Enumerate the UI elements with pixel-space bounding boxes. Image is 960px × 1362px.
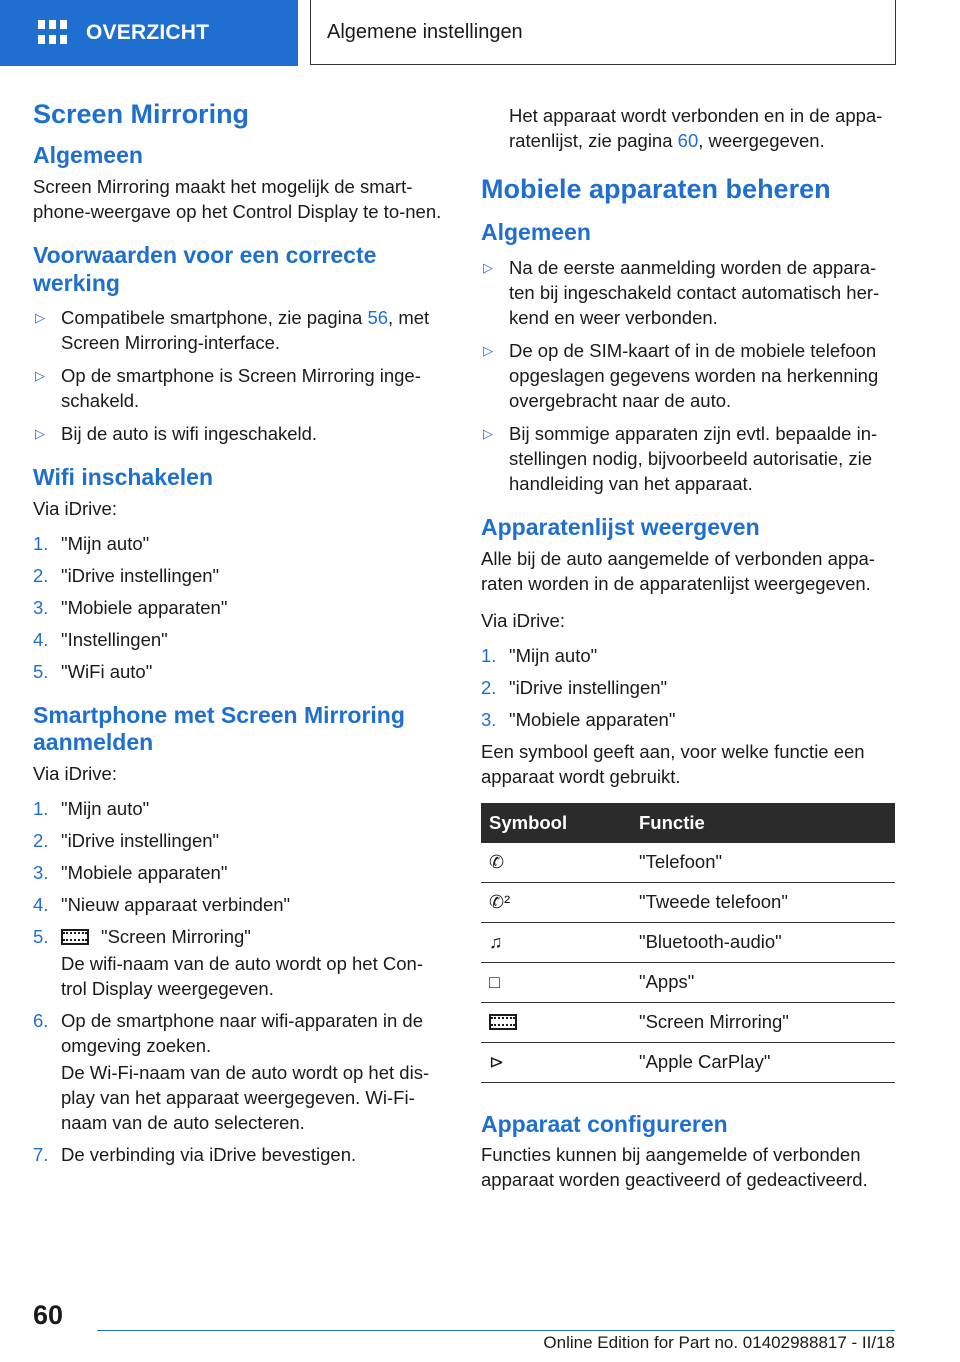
general-text: Screen Mirroring maakt het mogelijk de smart-phone-weergave op het Control Display te to-nen. (33, 175, 442, 222)
step-note: De Wi-Fi-naam van de auto wordt op het dis-play van het apparaat weergegeven. Wi-Fi-naam van de auto selecteren. (61, 1061, 430, 1133)
general-heading: Algemeen (481, 219, 591, 246)
triangle-bullet-icon: ▷ (483, 259, 493, 275)
triangle-bullet-icon: ▷ (35, 310, 45, 326)
list-item: ▷ Compatibele smartphone, zie pagina 56, met Screen Mirroring-interface. (35, 307, 430, 354)
page-link[interactable]: 56 (367, 307, 389, 329)
overview-label: OVERZICHT (86, 21, 210, 44)
music-note-icon: ♫ (489, 932, 503, 953)
page-title: Screen Mirroring (33, 99, 250, 129)
list-item: 1. "Mijn auto" (33, 797, 150, 819)
list-text: Alle bij de auto aangemelde of verbonden appa-raten worden in de apparatenlijst weergegeven. (481, 547, 875, 594)
list-item: 6. Op de smartphone naar wifi-apparaten in de omgeving zoeken. De Wi-Fi-naam van de auto wordt op het dis-play van het apparaat weergegeven. Wi-Fi-naam van de auto selecteren. (33, 1008, 443, 1135)
list-item: ▷ Bij sommige apparaten zijn evtl. bepaalde in-stellingen nodig, bijvoorbeeld autorisatie, zie handleiding van het apparaat. (483, 422, 878, 494)
manage-title: Mobiele apparaten beheren (481, 174, 831, 204)
prereq-heading: Voorwaarden voor een correcte werking (33, 241, 377, 296)
second-phone-icon: ✆² (489, 892, 511, 913)
config-text: Functies kunnen bij aangemelde of verbonden apparaat worden geactiveerd of gedeactiveerd. (481, 1144, 868, 1191)
register-intro: Via iDrive: (33, 762, 117, 784)
step-note: De wifi-naam van de auto wordt op het Con-trol Display weergegeven. (61, 952, 423, 999)
list-item: 3. "Mobiele apparaten" (33, 861, 228, 883)
list-item: 2. "iDrive instellingen" (33, 829, 220, 851)
screen-mirroring-icon (61, 929, 89, 945)
right-column (481, 103, 895, 1210)
continuation-text: Het apparaat wordt verbonden en in de appa-ratenlijst, zie pagina 60, weergegeven. (509, 105, 883, 151)
list-heading: Apparatenlijst weergeven (481, 513, 760, 540)
table-row: "Screen Mirroring" (481, 1002, 895, 1042)
wifi-intro: Via iDrive: (33, 497, 117, 519)
list-item: 4. "Nieuw apparaat verbinden" (33, 893, 291, 915)
triangle-bullet-icon: ▷ (483, 342, 493, 358)
table-header: Symbool Functie (481, 803, 895, 843)
table-row: ♫ "Bluetooth-audio" (481, 922, 895, 962)
table-row: ✆ "Telefoon" (481, 843, 895, 883)
list-item: 3. "Mobiele apparaten" (481, 708, 676, 730)
triangle-bullet-icon: ▷ (35, 426, 45, 442)
wifi-heading: Wifi inschakelen (33, 464, 214, 491)
apple-carplay-icon: ⊳ (489, 1052, 505, 1073)
apps-icon: □ (489, 972, 500, 993)
general-heading: Algemeen (33, 142, 143, 169)
symbol-text: Een symbool geeft aan, voor welke functie een apparaat wordt gebruikt. (481, 740, 865, 787)
list-item: 1. "Mijn auto" (33, 532, 150, 554)
edition-text: Online Edition for Part no. 01402988817 - II/18 (543, 1333, 895, 1352)
list-item: ▷ De op de SIM-kaart of in de mobiele telefoon opgeslagen gegevens worden na herkenning overgebracht naar de auto. (483, 339, 879, 411)
list-item: 2. "iDrive instellingen" (481, 676, 668, 698)
list-item: 2. "iDrive instellingen" (33, 564, 220, 586)
table-row: ✆² "Tweede telefoon" (481, 882, 895, 922)
list-item: 1. "Mijn auto" (481, 644, 598, 666)
page-number: 60 (33, 1300, 64, 1330)
list-item: 7. De verbinding via iDrive bevestigen. (33, 1143, 357, 1165)
section-label: Algemene instellingen (327, 20, 523, 43)
triangle-bullet-icon: ▷ (483, 425, 493, 441)
list-item: 3. "Mobiele apparaten" (33, 596, 228, 618)
table-row: □ "Apps" (481, 962, 895, 1002)
section-tab[interactable] (310, 0, 896, 65)
footer-divider (97, 1330, 895, 1331)
list-item: ▷ Op de smartphone is Screen Mirroring inge-schakeld. (35, 365, 421, 412)
left-column (33, 98, 443, 1185)
list-item: 4. "Instellingen" (33, 628, 168, 650)
table-row: ⊳ "Apple CarPlay" (481, 1042, 895, 1082)
page-link[interactable]: 60 (677, 130, 699, 151)
config-heading: Apparaat configureren (481, 1110, 728, 1137)
triangle-bullet-icon: ▷ (35, 368, 45, 384)
overview-tab[interactable] (0, 0, 298, 66)
screen-mirroring-icon (489, 1014, 517, 1030)
symbol-table (481, 803, 895, 1083)
list-item: 5. "WiFi auto" (33, 660, 153, 682)
list-item: ▷ Na de eerste aanmelding worden de appara-ten bij ingeschakeld contact automatisch her-kend en weer verbonden. (483, 256, 880, 328)
grid-icon (38, 20, 66, 46)
phone-icon: ✆ (489, 852, 505, 873)
register-heading: Smartphone met Screen Mirroring aanmelden (33, 701, 405, 756)
list-item: ▷ Bij de auto is wifi ingeschakeld. (35, 423, 318, 445)
list-item: 5. "Screen Mirroring" De wifi-naam van de auto wordt op het Con-trol Display weergegeven. (33, 924, 443, 1001)
list-intro: Via iDrive: (481, 609, 565, 631)
top-navigation (0, 0, 960, 66)
